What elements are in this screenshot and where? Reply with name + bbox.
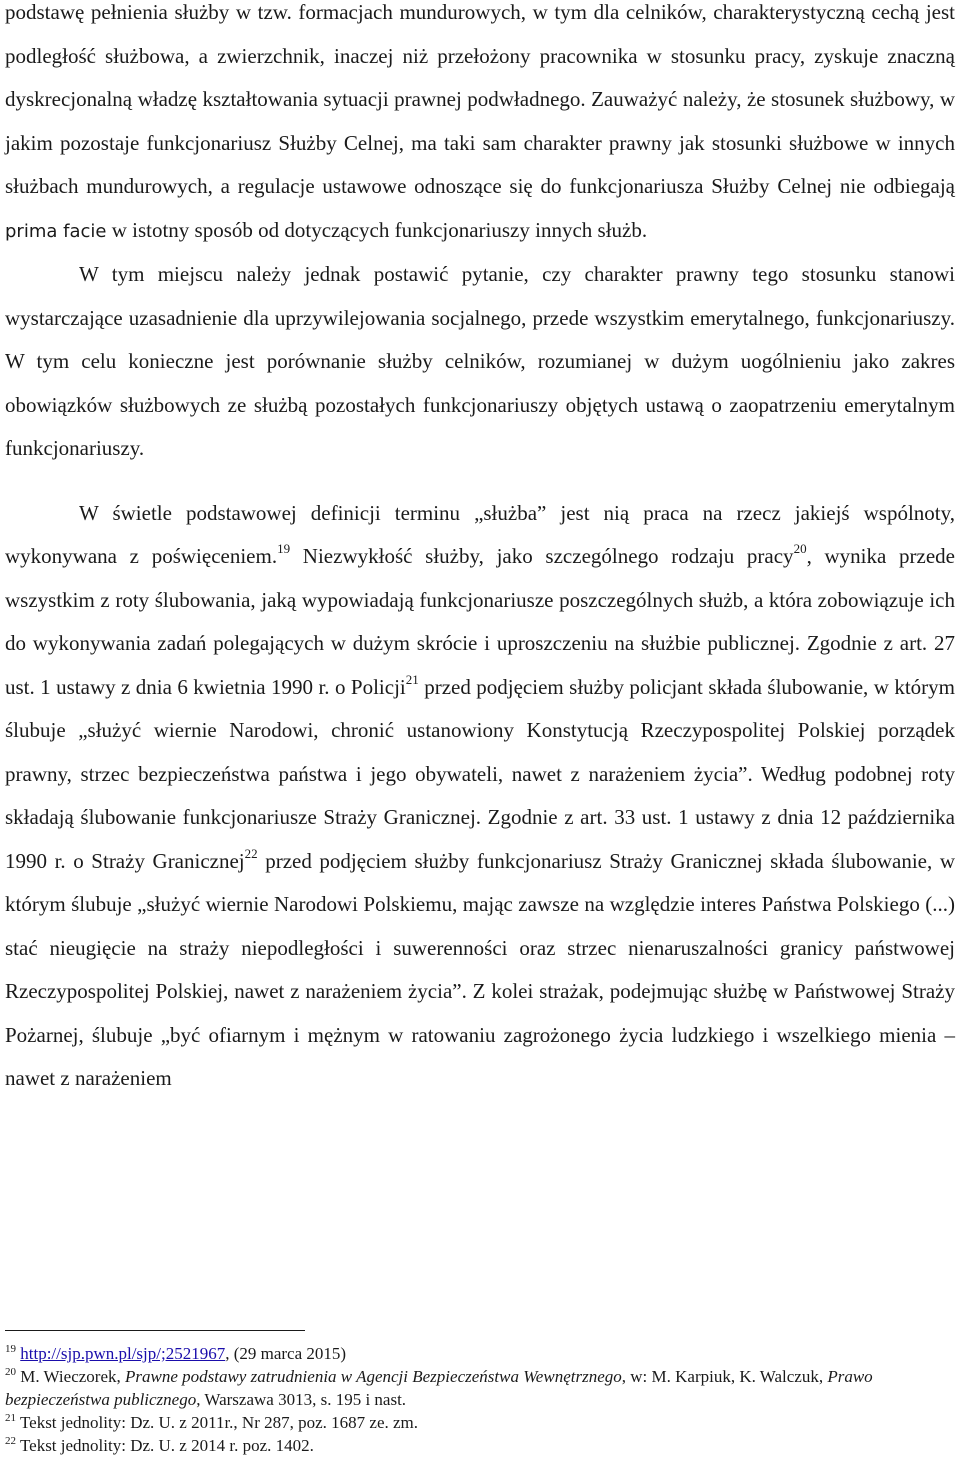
footnote-reference: 19 (277, 541, 291, 556)
footnote (5, 1434, 955, 1457)
text-run: W świetle podstawowej definicji terminu „służba” jest nią praca na rzecz jakiejś wspólnoty, wykonywana z poświęceniem. (5, 500, 955, 568)
footnote-number: 21 (5, 1412, 16, 1424)
source-link[interactable]: http://sjp.pwn.pl/sjp/;2521967 (20, 1344, 226, 1363)
footnote-number: 22 (5, 1435, 16, 1447)
footnote-text: , (29 marca 2015) (225, 1344, 347, 1363)
cited-title: Prawo bezpieczeństwa publicznego (5, 1367, 873, 1409)
footnote-number: 19 (5, 1343, 16, 1355)
paragraph (5, 0, 955, 253)
text-run: , wynika przede wszystkim z roty ślubowania, jaką wypowiadają funkcjonariusze poszczególnych służb, a która zobowiązuje ich do wykonywania zadań polegających w dużym skrócie i uproszczeniu na służbie publicznej. Zgodnie z art. 27 ust. 1 ustawy z dnia 6 kwietnia 1990 r. o Policji (5, 544, 956, 699)
paragraph (5, 492, 955, 1101)
text-run: podstawę pełnienia służby w tzw. formacjach mundurowych, w tym dla celników, charakterystyczną cechą jest podległość służbowa, a zwierzchnik, inaczej niż przełożony pracownika w stosunku pracy, zyskuje znaczną dyskrecjonalną władzę kształtowania sytuacji prawnej podwładnego. Zauważyć należy, że stosunek służbowy, w jakim pozostaje funkcjonariusz Służby Celnej, ma taki sam charakter prawny jak stosunki służbowe w innych służbach mundurowych, a regulacje ustawowe odnoszące się do funkcjonariusza Służby Celnej nie odbiegają (5, 0, 955, 198)
text-run: w istotny sposób od dotyczących funkcjonariuszy innych służb. (106, 217, 648, 242)
footnote-reference: 21 (405, 671, 419, 687)
footnote-text: , w: M. Karpiuk, K. Walczuk, (621, 1367, 828, 1386)
footnote-text: M. Wieczorek, (20, 1367, 125, 1386)
footnote-text: Tekst jednolity: Dz. U. z 2011r., Nr 287, poz. 1687 ze. zm. (19, 1413, 419, 1432)
cited-title: Prawne podstawy zatrudnienia w Agencji Bezpieczeństwa Wewnętrznego (125, 1367, 622, 1386)
footnote-separator (5, 1330, 305, 1331)
footnote-text: , Warszawa 3013, s. 195 i nast. (196, 1390, 407, 1409)
paragraph (5, 253, 955, 471)
footnote-text: Tekst jednolity: Dz. U. z 2014 r. poz. 1402. (19, 1436, 314, 1455)
footnote (5, 1365, 955, 1411)
text-run: Niezwykłość służby, jako szczególnego rodzaju pracy (290, 544, 794, 568)
footnotes (5, 1342, 955, 1457)
text-run: przed podjęciem służby policjant składa ślubowanie, w którym ślubuje „służyć wiernie Narodowi, chronić ustanowiony Konstytucją Rzeczypospolitej Polskiej porządek prawny, strzec bezpieczeństwa państwa i jego obywateli, nawet z narażeniem życia”. Według podobnej roty składają ślubowanie funkcjonariusze Straży Granicznej. Zgodnie z art. 33 ust. 1 ustawy z dnia 12 października 1990 r. o Straży Granicznej (5, 674, 955, 873)
text-run: W tym miejscu należy jednak postawić pytanie, czy charakter prawny tego stosunku stanowi wystarczające uzasadnienie dla uprzywilejowania socjalnego, przede wszystkim emerytalnego, funkcjonariuszy. W tym celu konieczne jest porównanie służby celników, rozumianej w dużym uogólnieniu jako zakres obowiązków służbowych ze służbą pozostałych funkcjonariuszy objętych ustawą o zaopatrzeniu emerytalnym funkcjonariuszy. (5, 262, 955, 460)
paragraph-gap (5, 471, 955, 492)
footnote (5, 1411, 955, 1434)
footnote (5, 1342, 955, 1365)
text-run: przed podjęciem służby funkcjonariusz Straży Granicznej składa ślubowanie, w którym ślubuje „służyć wiernie Narodowi Polskiemu, mając zawsze na względzie interes Państwa Polskiego (...) stać nieugięcie na straży niepodległości i suwerenności oraz strzec nienaruszalności granicy państwowej Rzeczypospolitej Polskiej, nawet z narażeniem życia”. Z kolei strażak, podejmując służbę w Państwowej Straży Pożarnej, ślubuje „być ofiarnym i mężnym w ratowaniu zagrożonego życia ludzkiego i wszelkiego mienia – nawet z narażeniem (5, 848, 955, 1090)
main-text (5, 0, 955, 1101)
footnote-reference: 20 (793, 541, 807, 556)
footnote-reference: 22 (244, 845, 258, 861)
footnote-number: 20 (5, 1366, 16, 1378)
latin-phrase: prima facie (5, 220, 107, 242)
